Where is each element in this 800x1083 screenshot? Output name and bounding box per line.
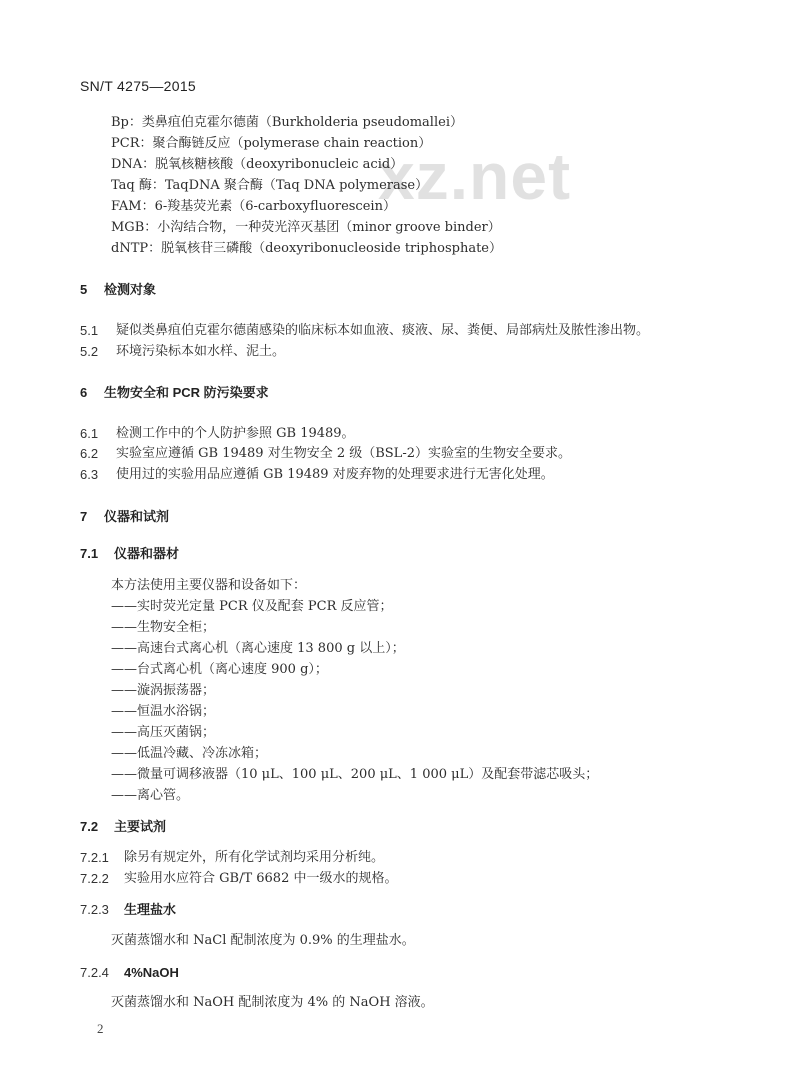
section-7-number: 7 (80, 509, 88, 524)
clause-7-2-1-text: 除另有规定外，所有化学试剂均采用分析纯。 (124, 850, 385, 865)
section-7-title: 仪器和试剂 (104, 509, 170, 524)
standard-code-header: SN/T 4275—2015 (80, 78, 197, 94)
equipment-item: ——台式离心机（离心速度 900 g）； (111, 662, 328, 677)
watermark: xz.net (378, 139, 572, 213)
equipment-item: ——实时荧光定量 PCR 仪及配套 PCR 反应管； (111, 599, 393, 614)
section-7-2-3-number: 7.2.3 (80, 902, 109, 917)
clause-6-3-text: 使用过的实验用品应遵循 GB 19489 对废弃物的处理要求进行无害化处理。 (116, 467, 554, 482)
abbrev-fam: FAM：6-羧基荧光素（6-carboxyfluorescein） (111, 199, 396, 214)
clause-7-2-2-text: 实验用水应符合 GB/T 6682 中一级水的规格。 (124, 871, 398, 886)
abbrev-mgb: MGB：小沟结合物，一种荧光淬灭基团（minor groove binder） (111, 220, 501, 235)
clause-7-2-1-number: 7.2.1 (80, 850, 109, 865)
abbrev-dna: DNA：脱氧核糖核酸（deoxyribonucleic acid） (111, 157, 404, 172)
abbrev-taq: Taq 酶：TaqDNA 聚合酶（Taq DNA polymerase） (111, 178, 429, 193)
section-7-2-title: 主要试剂 (114, 819, 167, 834)
page-number: 2 (97, 1021, 104, 1036)
equipment-item: ——高压灭菌锅； (111, 725, 216, 740)
equipment-item: ——微量可调移液器（10 μL、100 μL、200 μL、1 000 μL）及配套带滤芯吸头； (111, 767, 599, 782)
section-7-2-4-number: 7.2.4 (80, 965, 109, 980)
clause-5-2-text: 环境污染标本如水样、泥土。 (116, 344, 286, 359)
equipment-item: ——恒温水浴锅； (111, 704, 216, 719)
section-7-1-title: 仪器和器材 (114, 546, 180, 561)
clause-5-1-number: 5.1 (80, 323, 99, 338)
equipment-item: ——高速台式离心机（离心速度 13 800 g 以上）； (111, 641, 405, 656)
naoh-description: 灭菌蒸馏水和 NaOH 配制浓度为 4% 的 NaOH 溶液。 (111, 995, 434, 1010)
clause-6-2-text: 实验室应遵循 GB 19489 对生物安全 2 级（BSL-2）实验室的生物安全要求。 (116, 446, 571, 461)
equipment-item: ——低温冷藏、冷冻冰箱； (111, 746, 268, 761)
equipment-item: ——漩涡振荡器； (111, 683, 216, 698)
clause-5-2-number: 5.2 (80, 344, 99, 359)
section-7-1-number: 7.1 (80, 546, 99, 561)
section-5-title: 检测对象 (104, 282, 157, 297)
section-6-number: 6 (80, 385, 88, 400)
clause-7-2-2-number: 7.2.2 (80, 871, 109, 886)
clause-6-3-number: 6.3 (80, 467, 99, 482)
section-5-number: 5 (80, 282, 88, 297)
equipment-item: ——生物安全柜； (111, 620, 216, 635)
abbrev-bp: Bp：类鼻疽伯克霍尔德菌（Burkholderia pseudomallei） (111, 115, 463, 130)
section-7-2-3-title: 生理盐水 (124, 902, 177, 917)
abbrev-pcr: PCR：聚合酶链反应（polymerase chain reaction） (111, 136, 432, 151)
section-7-2-4-title: 4%NaOH (124, 965, 179, 980)
abbrev-dntp: dNTP：脱氧核苷三磷酸（deoxyribonucleoside triphosphate） (111, 241, 502, 256)
equipment-item: ——离心管。 (111, 788, 190, 803)
clause-6-1-number: 6.1 (80, 426, 99, 441)
clause-6-2-number: 6.2 (80, 446, 99, 461)
section-6-title: 生物安全和 PCR 防污染要求 (104, 385, 269, 400)
clause-6-1-text: 检测工作中的个人防护参照 GB 19489。 (116, 426, 355, 441)
equipment-intro: 本方法使用主要仪器和设备如下： (111, 578, 307, 593)
clause-5-1-text: 疑似类鼻疽伯克霍尔德菌感染的临床标本如血液、痰液、尿、粪便、局部病灶及脓性渗出物。 (116, 323, 650, 338)
saline-description: 灭菌蒸馏水和 NaCl 配制浓度为 0.9% 的生理盐水。 (111, 933, 415, 948)
section-7-2-number: 7.2 (80, 819, 99, 834)
